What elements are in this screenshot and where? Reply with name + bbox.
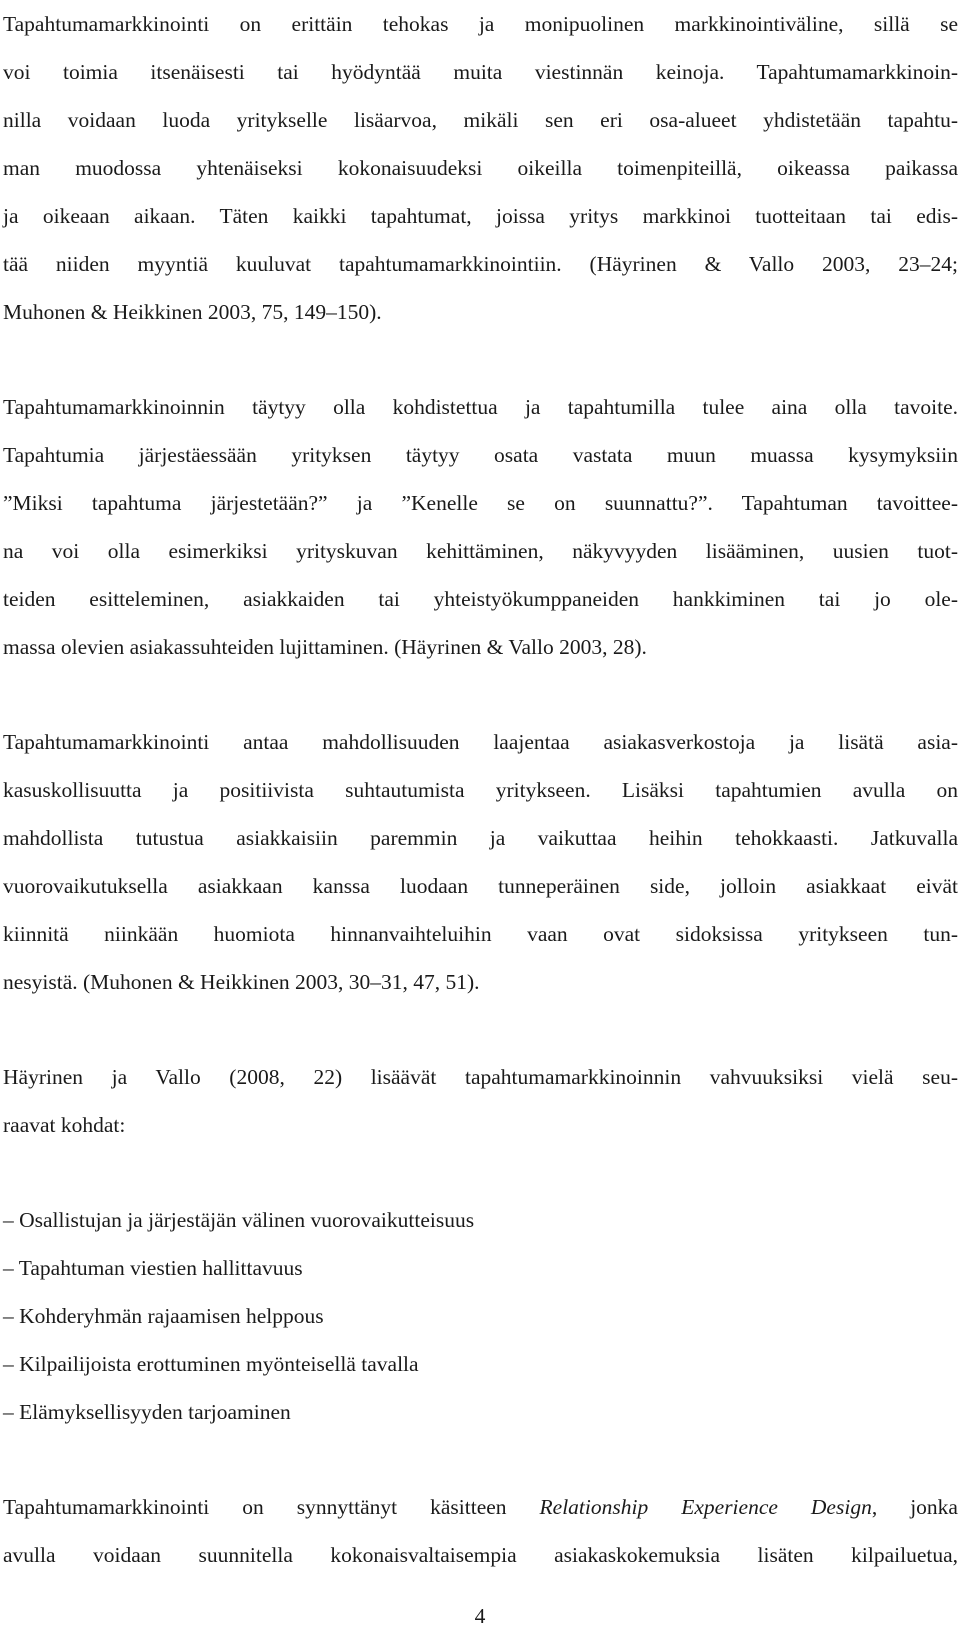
text-line: tää niiden myyntiä kuuluvat tapahtumamarkkinointiin. (Häyrinen & Vallo 2003, 23–24;	[3, 252, 958, 276]
list-item: – Tapahtuman viestien hallittavuus	[3, 1256, 303, 1280]
text-line: na voi olla esimerkiksi yrityskuvan kehittäminen, näkyvyyden lisääminen, uusien tuot-	[3, 539, 958, 563]
text-line: mahdollista tutustua asiakkaisiin paremmin ja vaikuttaa heihin tehokkaasti. Jatkuvalla	[3, 826, 958, 850]
text-line: Tapahtumamarkkinoinnin täytyy olla kohdistettua ja tapahtumilla tulee aina olla tavoite.	[3, 395, 958, 419]
text-line	[3, 1483, 958, 1531]
paragraph-1	[3, 0, 958, 336]
list-item: – Kohderyhmän rajaamisen helppous	[3, 1304, 324, 1328]
italic-term: Relationship Experience Design	[539, 1495, 872, 1519]
paragraph-gap	[3, 1006, 958, 1053]
text-line: Tapahtumia järjestäessään yrityksen täytyy osata vastata muun muassa kysymyksiin	[3, 443, 958, 467]
text-line: Tapahtumamarkkinointi antaa mahdollisuuden laajentaa asiakasverkostoja ja lisätä asia-	[3, 730, 958, 754]
paragraph-gap	[3, 1149, 958, 1196]
text-line: avulla voidaan suunnitella kokonaisvaltaisempia asiakaskokemuksia lisäten kilpailuetua,	[3, 1543, 958, 1567]
text-line: teiden esitteleminen, asiakkaiden tai yhteistyökumppaneiden hankkiminen tai jo ole-	[3, 587, 958, 611]
paragraph-gap	[3, 1436, 958, 1483]
text-line: voi toimia itsenäisesti tai hyödyntää muita viestinnän keinoja. Tapahtumamarkkinoin-	[3, 60, 958, 84]
list-item: – Kilpailijoista erottuminen myönteisellä tavalla	[3, 1352, 419, 1376]
text-line: raavat kohdat:	[3, 1113, 126, 1137]
list-item: – Osallistujan ja järjestäjän välinen vuorovaikutteisuus	[3, 1208, 475, 1232]
text-line: massa olevien asiakassuhteiden lujittaminen. (Häyrinen & Vallo 2003, 28).	[3, 635, 647, 659]
text-line: nilla voidaan luoda yritykselle lisäarvoa, mikäli sen eri osa-alueet yhdistetään tapahtu-	[3, 108, 958, 132]
text-line: Häyrinen ja Vallo (2008, 22) lisäävät tapahtumamarkkinoinnin vahvuuksiksi vielä seu-	[3, 1065, 958, 1089]
text-line: Tapahtumamarkkinointi on erittäin tehokas ja monipuolinen markkinointiväline, sillä se	[3, 12, 958, 36]
text-line: nesyistä. (Muhonen & Heikkinen 2003, 30–31, 47, 51).	[3, 970, 480, 994]
text-line: ja oikeaan aikaan. Täten kaikki tapahtumat, joissa yritys markkinoi tuotteitaan tai edis-	[3, 204, 958, 228]
paragraph-2	[3, 383, 958, 671]
text-segment: Tapahtumamarkkinointi on synnyttänyt käsitteen	[3, 1495, 540, 1519]
document-page	[3, 0, 958, 1579]
text-line: ”Miksi tapahtuma järjestetään?” ja ”Kenelle se on suunnattu?”. Tapahtuman tavoittee-	[3, 491, 958, 515]
paragraph-gap	[3, 671, 958, 718]
paragraph-gap	[3, 336, 958, 383]
text-segment: , jonka	[871, 1495, 958, 1519]
paragraph-3	[3, 718, 958, 1006]
paragraph-4	[3, 1053, 958, 1149]
list-item: – Elämyksellisyyden tarjoaminen	[3, 1400, 291, 1424]
paragraph-5	[3, 1483, 958, 1579]
text-line: man muodossa yhtenäiseksi kokonaisuudeksi oikeilla toimenpiteillä, oikeassa paikassa	[3, 156, 958, 180]
strengths-list	[3, 1196, 958, 1436]
text-line: kiinnitä niinkään huomiota hinnanvaihteluihin vaan ovat sidoksissa yritykseen tun-	[3, 922, 958, 946]
text-line: Muhonen & Heikkinen 2003, 75, 149–150).	[3, 300, 382, 324]
text-line: vuorovaikutuksella asiakkaan kanssa luodaan tunneperäinen side, jolloin asiakkaat eivät	[3, 874, 958, 898]
page-number: 4	[474, 1604, 486, 1628]
text-line: kasuskollisuutta ja positiivista suhtautumista yritykseen. Lisäksi tapahtumien avulla on	[3, 778, 958, 802]
